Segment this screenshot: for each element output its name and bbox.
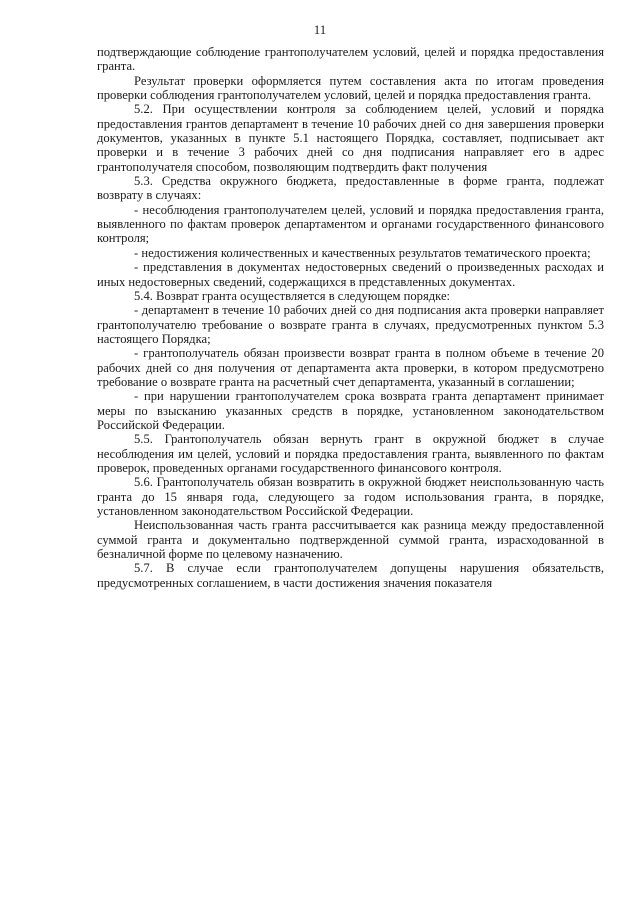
- paragraph: подтверждающие соблюдение грантополучателем условий, целей и порядка предоставления гранта.: [97, 45, 604, 74]
- paragraph: 5.7. В случае если грантополучателем допущены нарушения обязательств, предусмотренных соглашением, в части достижения значения показателя: [97, 561, 604, 590]
- paragraph: 5.4. Возврат гранта осуществляется в следующем порядке:: [134, 288, 451, 303]
- paragraph: Результат проверки оформляется путем составления акта по итогам проведения проверки соблюдения грантополучателем условий, целей и порядка предоставления гранта.: [97, 73, 604, 103]
- paragraph: 5.3. Средства окружного бюджета, предоставленные в форме гранта, подлежат возврату в случаях:: [97, 174, 604, 203]
- paragraph: 5.6. Грантополучатель обязан возвратить в окружной бюджет неиспользованную часть гранта до 15 января года, следующего за годом использования гранта, в порядке, установленном законодательством Российской Федерации.: [97, 475, 604, 518]
- paragraph: 5.2. При осуществлении контроля за соблюдением целей, условий и порядка предоставления грантов департамент в течение 10 рабочих дней со дня завершения проверки документов, указанных в пункте 5.1 настоящего Порядка, составляет, подписывает акт проверки и в течение 3 рабочих дней со дня подписания направляет его в адрес грантополучателя способом, позволяющим подтвердить факт получения: [97, 102, 604, 174]
- page-number: 11: [313, 22, 327, 37]
- list-item: - представления в документах недостоверных сведений о произведенных расходах и иных недостоверных сведений, содержащихся в представленных документах.: [97, 260, 604, 289]
- list-item: - несоблюдения грантополучателем целей, условий и порядка предоставления гранта, выявленного по фактам проверок департаментом и органами государственного финансового контроля;: [97, 202, 604, 246]
- list-item: - при нарушении грантополучателем срока возврата гранта департамент принимает меры по взысканию указанных средств в порядке, установленном законодательством Российской Федерации.: [97, 389, 604, 432]
- list-item: - грантополучатель обязан произвести возврат гранта в полном объеме в течение 20 рабочих дней со дня получения от департамента акта проверки, в котором предусмотрено требование о возврате гранта на расчетный счет департамента, указанный в соглашении;: [97, 346, 604, 389]
- list-item: - департамент в течение 10 рабочих дней со дня подписания акта проверки направляет грантополучателю требование о возврате гранта в случаях, предусмотренных пунктом 5.3 настоящего Порядка;: [97, 303, 604, 346]
- paragraph: 5.5. Грантополучатель обязан вернуть грант в окружной бюджет в случае несоблюдения им целей, условий и порядка предоставления гранта, выявленного по фактам проверок, проведенных органами государственного финансового контроля.: [97, 432, 604, 475]
- list-item: - недостижения количественных и качественных результатов тематического проекта;: [134, 245, 591, 260]
- document-body: [97, 45, 604, 590]
- paragraph: Неиспользованная часть гранта рассчитывается как разница между предоставленной суммой гранта и документально подтвержденной суммой гранта, израсходованной в безналичной форме по целевому назначению.: [97, 518, 604, 562]
